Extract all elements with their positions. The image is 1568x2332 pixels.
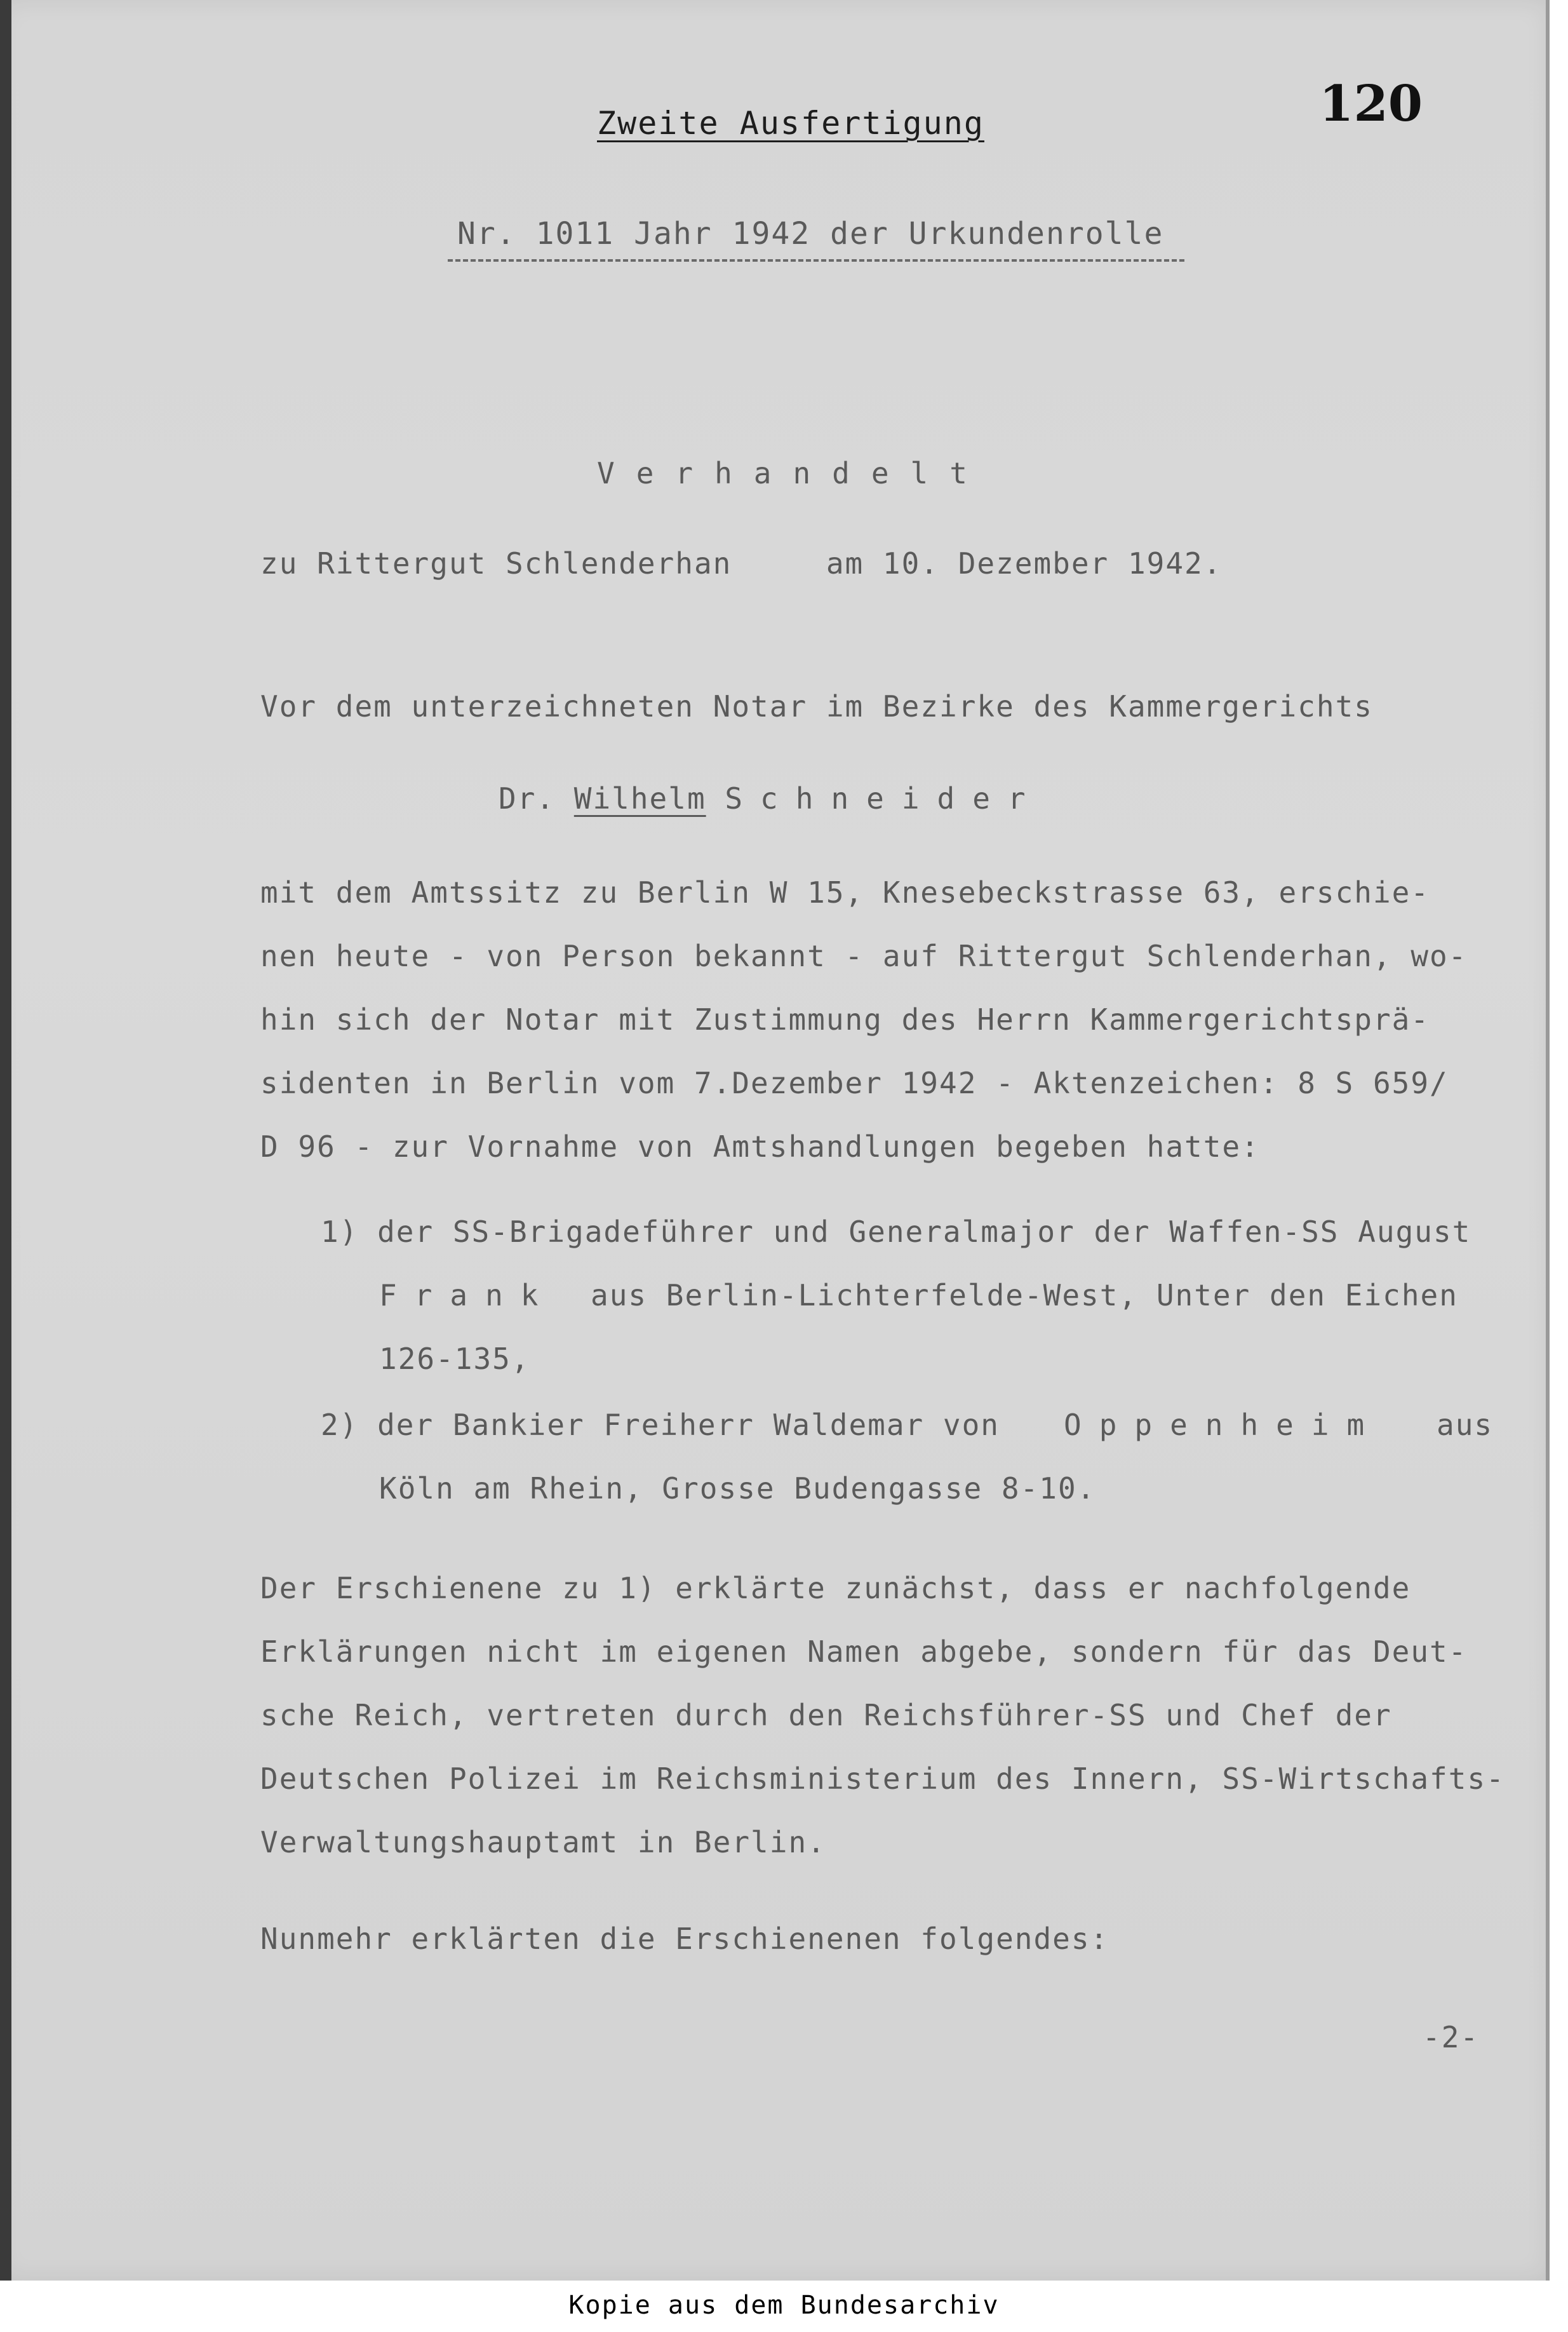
item2-line1: 2) der Bankier Freiherr Waldemar von [321, 1408, 1000, 1442]
place-date-line: zu Rittergut Schlenderhan am 10. Dezember 1942. [260, 546, 1223, 581]
notary-last-name: Schneider [725, 781, 1043, 816]
notary-title: Dr. [499, 781, 574, 816]
item1-line2: aus Berlin-Lichterfelde-West, Unter den Eichen [591, 1278, 1458, 1312]
item1-line3: 126-135, [379, 1342, 530, 1376]
intro-line: Vor dem unterzeichneten Notar im Bezirke des Kammergerichts [260, 689, 1373, 724]
paragraph1-line3: hin sich der Notar mit Zustimmung des Herrn Kammergerichtsprä- [260, 1002, 1430, 1037]
item1-line1: 1) der SS-Brigadeführer und Generalmajor der Waffen-SS August [321, 1215, 1471, 1249]
verhandelt-heading: Verhandelt [597, 456, 989, 490]
page-left-edge [0, 0, 11, 2281]
notary-first-name: Wilhelm [573, 781, 706, 816]
paragraph1-line1: mit dem Amtssitz zu Berlin W 15, Knesebeckstrasse 63, erschie- [260, 875, 1430, 910]
document-title: Zweite Ausfertigung [597, 105, 984, 142]
item2-aus: aus [1437, 1408, 1494, 1442]
paragraph2-line4: Deutschen Polizei im Reichsministerium des Innern, SS-Wirtschafts- [260, 1762, 1505, 1796]
page-number: 120 [1319, 75, 1423, 133]
urkundenrolle-line: Nr. 1011 Jahr 1942 der Urkundenrolle [457, 216, 1164, 252]
paragraph2-line1: Der Erschienene zu 1) erklärte zunächst, dass er nachfolgende [260, 1571, 1411, 1605]
paragraph1-line5: D 96 - zur Vornahme von Amtshandlungen begeben hatte: [260, 1129, 1260, 1164]
notary-name [499, 781, 1043, 816]
page-continuation-marker: -2- [1423, 2020, 1480, 2054]
paragraph2-line3: sche Reich, vertreten durch den Reichsführer-SS und Chef der [260, 1698, 1392, 1732]
paragraph3: Nunmehr erklärten die Erschienenen folgendes: [260, 1922, 1109, 1956]
paragraph2-line2: Erklärungen nicht im eigenen Namen abgebe, sondern für das Deut- [260, 1634, 1468, 1669]
item2-line2: Köln am Rhein, Grosse Budengasse 8-10. [379, 1471, 1096, 1506]
paragraph1-line4: sidenten in Berlin vom 7.Dezember 1942 - Aktenzeichen: 8 S 659/ [260, 1066, 1449, 1100]
paragraph2-line5: Verwaltungshauptamt in Berlin. [260, 1825, 826, 1859]
item1-surname: Frank [379, 1278, 556, 1312]
archive-footer: Kopie aus dem Bundesarchiv [568, 2291, 1000, 2320]
urkundenrolle-dash-underline [448, 259, 1184, 262]
page-right-edge [1546, 0, 1550, 2281]
paragraph1-line2: nen heute - von Person bekannt - auf Rittergut Schlenderhan, wo- [260, 939, 1468, 973]
item2-surname: Oppenheim [1064, 1408, 1383, 1442]
